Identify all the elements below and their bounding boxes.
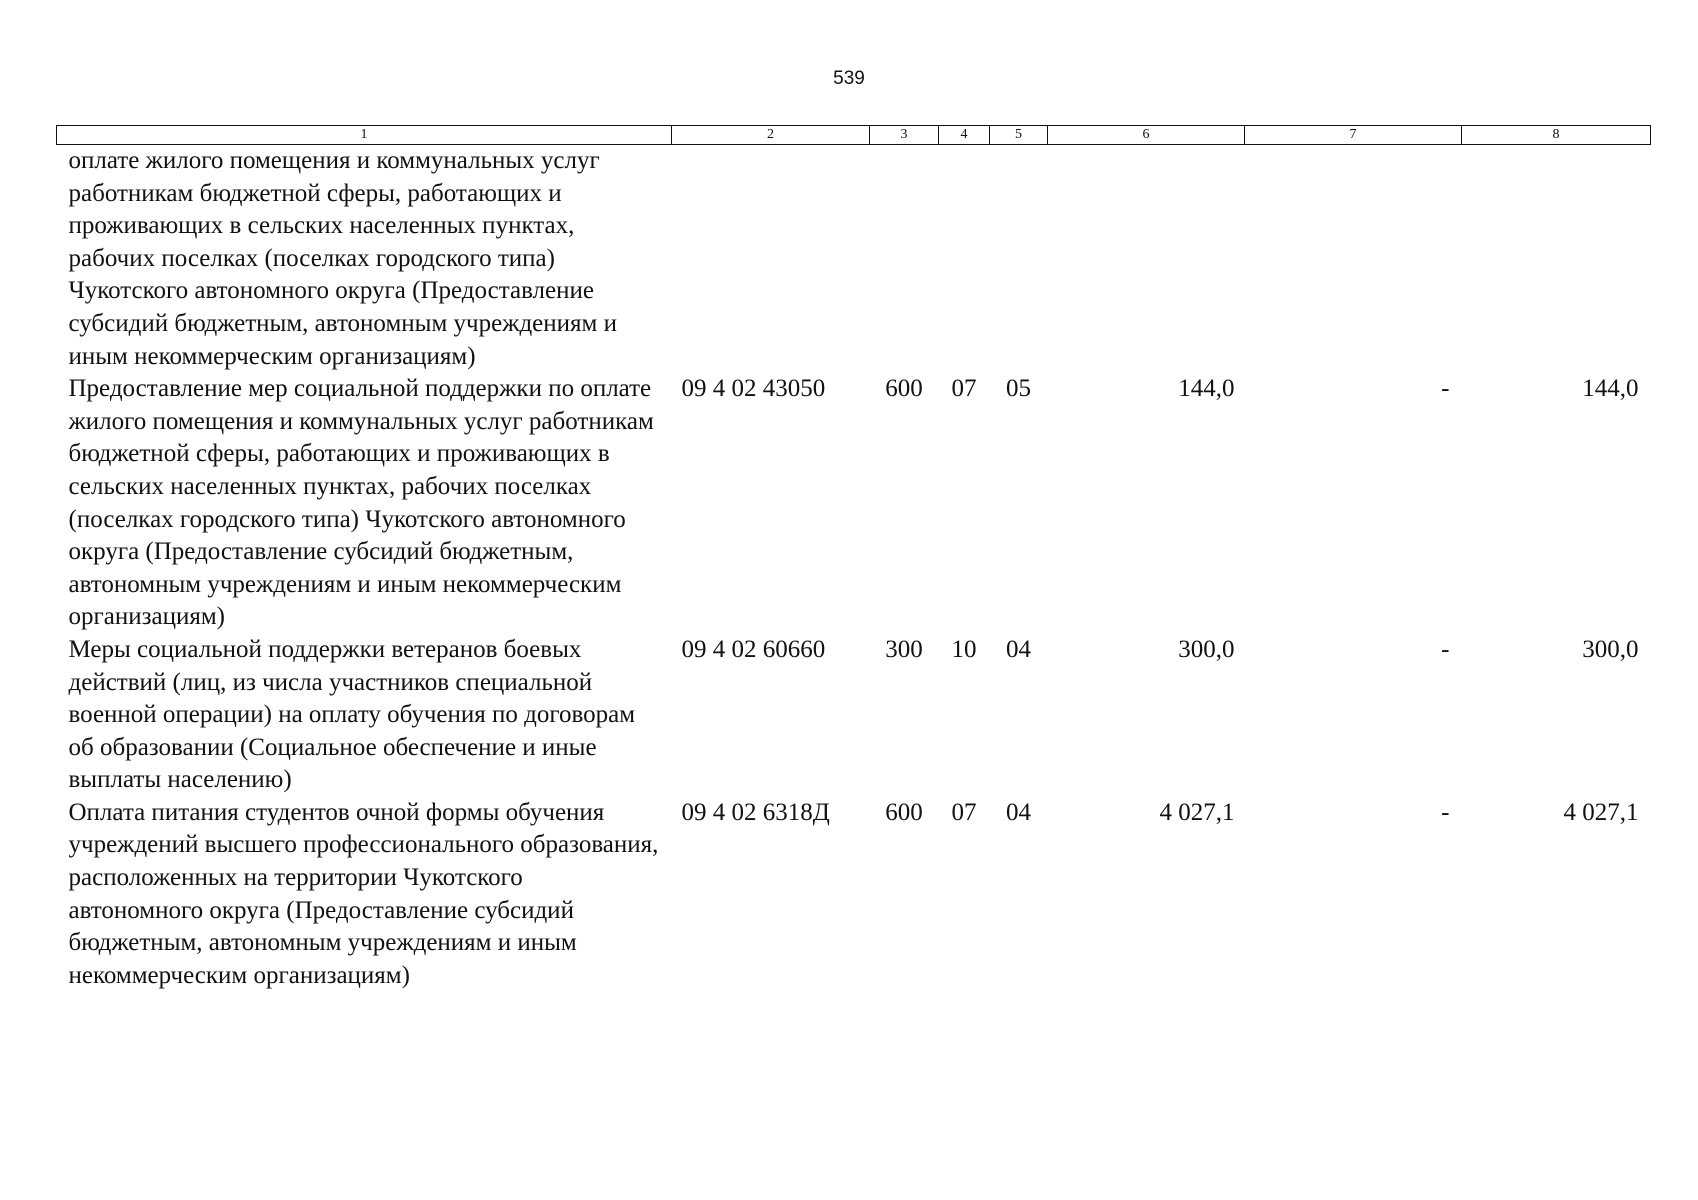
row-name: Предоставление мер социальной поддержки по оплате жилого помещения и коммунальных услуг работникам бюджетной сферы, работающих и проживающих в сельских населенных пунктах, рабочих поселках (поселках городского типа) Чукотского автономного округа (Предоставление субсидий бюджетным, автономным учреждениям и иным некоммерческим организациям) [68, 375, 654, 631]
row-section: 10 [951, 635, 977, 663]
row-name: Меры социальной поддержки ветеранов боевых действий (лиц, из числа участников специальной военной операции) на оплату обучения по договорам об образовании (Социальное обеспечение и иные выплаты населению) [68, 635, 636, 794]
page-number: 539 [833, 68, 865, 89]
row-section [939, 145, 990, 374]
column-number-row [57, 126, 1651, 145]
row-subsection: 05 [1006, 375, 1031, 403]
row-subsection: 04 [1006, 635, 1031, 663]
column-number: 2 [672, 126, 870, 145]
table-header [57, 126, 1651, 145]
row-subsection: 04 [1006, 798, 1031, 826]
row-sum-col6: 144,0 [1178, 375, 1235, 403]
row-target-article: 09 4 02 60660 [681, 635, 826, 663]
row-sum-col8 [1462, 145, 1651, 374]
row-section: 07 [951, 375, 977, 403]
table-row [57, 145, 1651, 374]
row-name: Оплата питания студентов очной формы обучения учреждений высшего профессионального образования, расположенных на территории Чукотского автономного округа (Предоставление субсидий бюджетным, автономным учреждениям и иным некоммерческим организациям) [68, 798, 659, 989]
row-sum-col7: - [1441, 635, 1450, 663]
row-target-article: 09 4 02 43050 [681, 375, 826, 403]
row-name: оплате жилого помещения и коммунальных услуг работникам бюджетной сферы, работающих и проживающих в сельских населенных пунктах, рабочих поселках (поселках городского типа) Чукотского автономного округа (Предоставление субсидий бюджетным, автономным учреждениям и иным некоммерческим организациям) [68, 147, 617, 370]
row-sum-col7: - [1441, 375, 1450, 403]
column-number: 3 [870, 126, 939, 145]
row-expense-type: 600 [885, 375, 923, 403]
row-target-article [672, 145, 870, 374]
row-expense-type: 300 [885, 635, 923, 663]
row-sum-col7: - [1441, 798, 1450, 826]
row-expense-type: 600 [885, 798, 923, 826]
row-sum-col8: 300,0 [1582, 635, 1639, 663]
table-row [57, 797, 1651, 993]
row-subsection [990, 145, 1048, 374]
column-number: 6 [1048, 126, 1245, 145]
table-body [57, 145, 1651, 993]
column-number: 1 [57, 126, 672, 145]
budget-table [56, 125, 1651, 992]
column-number: 4 [939, 126, 990, 145]
row-sum-col6 [1048, 145, 1245, 374]
row-sum-col8: 4 027,1 [1563, 798, 1639, 826]
column-number: 5 [990, 126, 1048, 145]
row-target-article: 09 4 02 6318Д [681, 798, 830, 826]
row-section: 07 [951, 798, 977, 826]
row-sum-col7 [1245, 145, 1462, 374]
row-expense-type [870, 145, 939, 374]
column-number: 8 [1462, 126, 1651, 145]
column-number: 7 [1245, 126, 1462, 145]
row-sum-col8: 144,0 [1582, 375, 1639, 403]
table-row [57, 634, 1651, 797]
row-sum-col6: 4 027,1 [1159, 798, 1235, 826]
row-sum-col6: 300,0 [1178, 635, 1235, 663]
table-row [57, 373, 1651, 634]
